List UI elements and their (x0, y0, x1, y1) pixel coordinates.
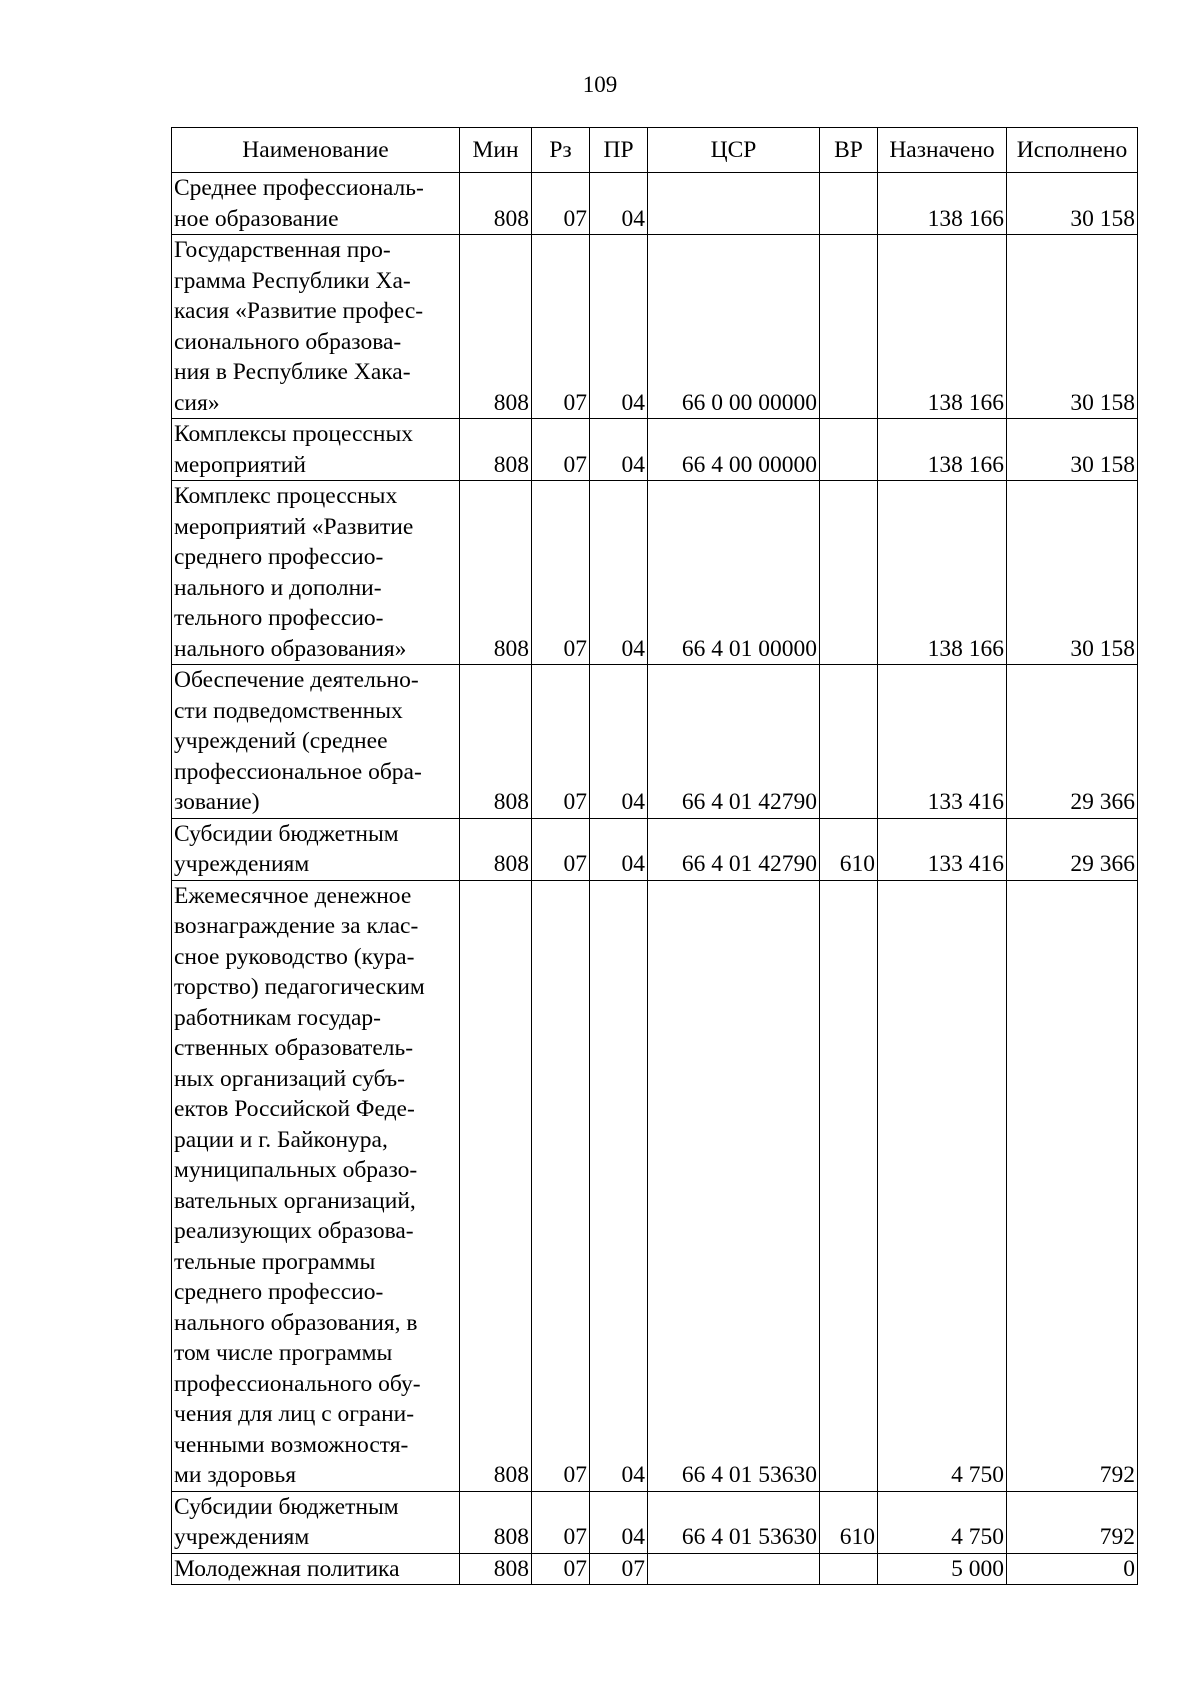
cell-name-line: реализующих образова- (174, 1218, 414, 1244)
cell-name-line: сия» (174, 389, 220, 416)
cell-vr: 610 (820, 1491, 878, 1553)
header-name: Наименование (172, 128, 460, 173)
table-row (172, 173, 1138, 235)
cell-name-line: муниципальных образо- (174, 1157, 418, 1183)
cell-csr (648, 1553, 820, 1585)
cell-planned: 138 166 (878, 235, 1007, 419)
cell-name-line: ственных образователь- (174, 1035, 414, 1061)
cell-csr: 66 4 01 42790 (648, 818, 820, 880)
cell-name (172, 880, 460, 1491)
cell-vr (820, 481, 878, 665)
cell-name (172, 665, 460, 819)
cell-name-line: среднего профессио- (174, 544, 384, 570)
cell-pr: 04 (590, 481, 648, 665)
cell-name-line: профессиональное обра- (174, 758, 422, 785)
cell-planned: 4 750 (878, 1491, 1007, 1553)
header-planned: Назначено (878, 128, 1007, 173)
cell-name-line: тельные программы (174, 1248, 376, 1275)
cell-pr: 04 (590, 173, 648, 235)
cell-name-line: нального и дополни- (174, 574, 382, 601)
cell-name-line: вознаграждение за клас- (174, 913, 419, 939)
cell-pr: 04 (590, 665, 648, 819)
cell-name-line: ных организаций субъ- (174, 1065, 405, 1092)
cell-name-line: учреждениям (174, 851, 310, 877)
cell-name-line: Молодежная политика (174, 1555, 400, 1582)
cell-name-line: зование) (174, 789, 260, 815)
cell-name-line: касия «Развитие профес- (174, 298, 424, 324)
cell-vr (820, 419, 878, 481)
budget-table (171, 127, 1138, 1585)
cell-name-line: чения для лиц с ограни- (174, 1401, 415, 1427)
cell-executed: 30 158 (1007, 235, 1138, 419)
cell-min: 808 (460, 665, 532, 819)
cell-rz: 07 (532, 235, 590, 419)
cell-csr: 66 4 01 53630 (648, 880, 820, 1491)
table-row (172, 419, 1138, 481)
cell-csr: 66 0 00 00000 (648, 235, 820, 419)
table-header-row (172, 128, 1138, 173)
cell-executed: 792 (1007, 1491, 1138, 1553)
cell-name-line: ное образование (174, 205, 339, 232)
cell-csr: 66 4 00 00000 (648, 419, 820, 481)
cell-executed: 29 366 (1007, 665, 1138, 819)
cell-name-line: мероприятий «Развитие (174, 513, 414, 540)
cell-min: 808 (460, 173, 532, 235)
cell-name-line: тельного профессио- (174, 605, 384, 631)
cell-name-line: рации и г. Байконура, (174, 1126, 388, 1153)
cell-rz: 07 (532, 665, 590, 819)
cell-executed: 30 158 (1007, 173, 1138, 235)
cell-name-line: ми здоровья (174, 1462, 297, 1488)
cell-name-line: Комплекс процессных (174, 483, 398, 509)
cell-executed: 30 158 (1007, 481, 1138, 665)
table-row (172, 880, 1138, 1491)
cell-vr (820, 235, 878, 419)
cell-planned: 4 750 (878, 880, 1007, 1491)
cell-planned: 133 416 (878, 665, 1007, 819)
cell-pr: 04 (590, 235, 648, 419)
cell-min: 808 (460, 1491, 532, 1553)
cell-name-line: профессионального обу- (174, 1370, 421, 1397)
cell-min: 808 (460, 880, 532, 1491)
cell-name (172, 1553, 460, 1585)
cell-pr: 07 (590, 1553, 648, 1585)
cell-csr: 66 4 01 00000 (648, 481, 820, 665)
cell-name-line: Ежемесячное денежное (174, 882, 412, 909)
cell-name-line: Комплексы процессных (174, 421, 413, 447)
cell-rz: 07 (532, 818, 590, 880)
cell-min: 808 (460, 419, 532, 481)
cell-planned: 5 000 (878, 1553, 1007, 1585)
header-pr: ПР (590, 128, 648, 173)
cell-min: 808 (460, 1553, 532, 1585)
cell-planned: 138 166 (878, 173, 1007, 235)
cell-name-line: сти подведомственных (174, 697, 403, 724)
cell-pr: 04 (590, 880, 648, 1491)
cell-executed: 30 158 (1007, 419, 1138, 481)
header-min: Мин (460, 128, 532, 173)
cell-executed: 29 366 (1007, 818, 1138, 880)
cell-vr (820, 1553, 878, 1585)
table-row (172, 235, 1138, 419)
cell-csr: 66 4 01 42790 (648, 665, 820, 819)
cell-name (172, 1491, 460, 1553)
cell-name-line: Обеспечение деятельно- (174, 667, 419, 693)
cell-rz: 07 (532, 1553, 590, 1585)
cell-min: 808 (460, 481, 532, 665)
header-executed: Исполнено (1007, 128, 1138, 173)
table-row (172, 1491, 1138, 1553)
cell-name (172, 481, 460, 665)
cell-name-line: том числе программы (174, 1340, 393, 1366)
cell-pr: 04 (590, 419, 648, 481)
page-number: 109 (582, 72, 618, 97)
cell-name-line: мероприятий (174, 451, 306, 478)
cell-name-line: Государственная про- (174, 237, 391, 263)
cell-name-line: грамма Республики Ха- (174, 267, 411, 294)
cell-planned: 138 166 (878, 481, 1007, 665)
table-row (172, 481, 1138, 665)
cell-vr (820, 880, 878, 1491)
cell-name (172, 235, 460, 419)
header-rz: Рз (532, 128, 590, 173)
cell-csr: 66 4 01 53630 (648, 1491, 820, 1553)
cell-min: 808 (460, 235, 532, 419)
cell-name-line: работникам государ- (174, 1004, 381, 1031)
cell-planned: 133 416 (878, 818, 1007, 880)
cell-vr (820, 665, 878, 819)
cell-rz: 07 (532, 1491, 590, 1553)
cell-name-line: учреждениям (174, 1524, 310, 1550)
cell-name-line: торство) педагогическим (174, 974, 425, 1000)
cell-name-line: ченными возможностя- (174, 1431, 409, 1458)
cell-pr: 04 (590, 818, 648, 880)
cell-name-line: среднего профессио- (174, 1279, 384, 1305)
cell-name-line: учреждений (среднее (174, 728, 388, 754)
cell-rz: 07 (532, 481, 590, 665)
table-row (172, 818, 1138, 880)
cell-planned: 138 166 (878, 419, 1007, 481)
header-csr: ЦСР (648, 128, 820, 173)
cell-name-line: ектов Российской Феде- (174, 1096, 415, 1122)
header-vr: ВР (820, 128, 878, 173)
cell-name-line: нального образования» (174, 635, 407, 662)
cell-name-line: Среднее профессиональ- (174, 175, 424, 201)
cell-csr (648, 173, 820, 235)
cell-name-line: вательных организаций, (174, 1187, 416, 1214)
cell-name (172, 419, 460, 481)
cell-name-line: сионального образова- (174, 328, 402, 355)
cell-vr (820, 173, 878, 235)
cell-name-line: Субсидии бюджетным (174, 820, 399, 847)
cell-rz: 07 (532, 419, 590, 481)
cell-vr: 610 (820, 818, 878, 880)
cell-name-line: Субсидии бюджетным (174, 1493, 399, 1520)
cell-name-line: ния в Республике Хака- (174, 359, 411, 385)
cell-executed: 792 (1007, 880, 1138, 1491)
cell-executed: 0 (1007, 1553, 1138, 1585)
cell-name (172, 818, 460, 880)
cell-name-line: нального образования, в (174, 1309, 418, 1336)
cell-name-line: сное руководство (кура- (174, 943, 415, 970)
cell-rz: 07 (532, 880, 590, 1491)
cell-min: 808 (460, 818, 532, 880)
table-body (172, 173, 1138, 1585)
cell-pr: 04 (590, 1491, 648, 1553)
cell-rz: 07 (532, 173, 590, 235)
table-row (172, 1553, 1138, 1585)
cell-name (172, 173, 460, 235)
table-row (172, 665, 1138, 819)
